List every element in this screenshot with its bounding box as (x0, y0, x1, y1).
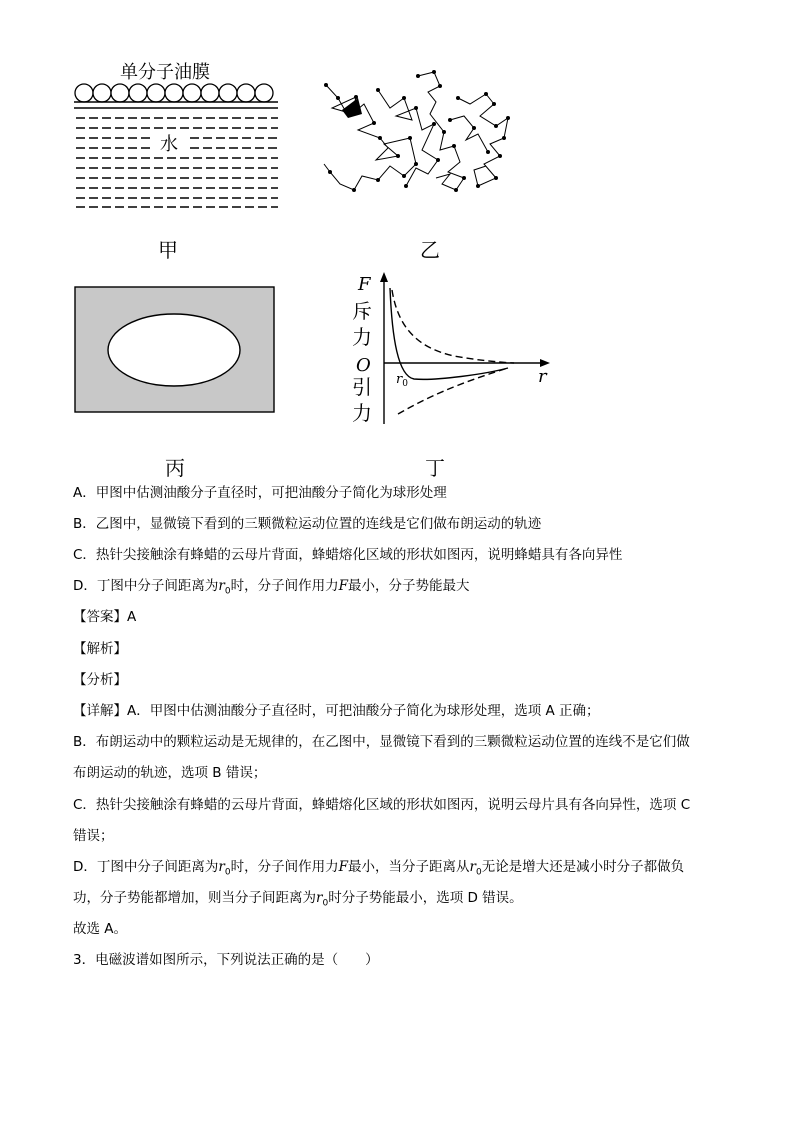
brownian-points (324, 70, 510, 192)
fenxi-heading: 【分析】 (73, 672, 127, 688)
option-b: B．乙图中，显微镜下看到的三颗微粒运动位置的连线是它们做布朗运动的轨迹 (73, 516, 542, 532)
attraction-label-1: 引 (352, 375, 372, 399)
r0-label: $r_0$ (396, 372, 408, 389)
caption-yi: 乙 (420, 238, 440, 262)
repulsion-curve (392, 290, 514, 363)
repulsion-label-1: 斥 (352, 299, 372, 323)
figure-ding (346, 268, 561, 430)
water-lines (76, 118, 278, 207)
next-question: 3．电磁波谱如图所示，下列说法正确的是（ ） (73, 952, 379, 968)
attraction-label-2: 力 (352, 401, 372, 425)
detail-b-2: 布朗运动的轨迹，选项 B 错误； (73, 765, 267, 781)
attraction-curve (398, 368, 508, 414)
melted-wax-region (108, 314, 240, 386)
net-force-curve (390, 288, 508, 379)
detail-d-2: 功，分子势能都增加，则当分子间距离为$r_0$时分子势能最小，选项 D 错误。 (73, 890, 523, 909)
figure-yi (318, 68, 518, 196)
answer: 【答案】A (73, 609, 137, 625)
figure-jia (70, 58, 285, 218)
option-d: D．丁图中分子间距离为$r_0$时，分子间作用力F最小，分子势能最大 (73, 578, 470, 597)
detail-c-2: 错误； (73, 828, 114, 844)
caption-jia: 甲 (158, 238, 178, 262)
detail-b-1: B．布朗运动中的颗粒运动是无规律的，在乙图中，显微镜下看到的三颗微粒运动位置的连线不是它们做 (73, 734, 690, 750)
analysis-heading: 【解析】 (73, 641, 127, 657)
caption-ding: 丁 (425, 456, 445, 480)
detail-c-1: C．热针尖接触涂有蜂蜡的云母片背面，蜂蜡熔化区域的形状如图丙，说明云母片具有各向异性，选项 C (73, 797, 691, 813)
axis-F-label: F (358, 274, 371, 295)
option-a: A．甲图中估测油酸分子直径时，可把油酸分子简化为球形处理 (73, 485, 447, 501)
caption-bing: 丙 (165, 456, 185, 480)
water-label: 水 (160, 134, 178, 155)
detail-a: 【详解】A．甲图中估测油酸分子直径时，可把油酸分子简化为球形处理，选项 A 正确； (73, 703, 600, 719)
figure-bing (74, 286, 276, 414)
option-c: C．热针尖接触涂有蜂蜡的云母片背面，蜂蜡熔化区域的形状如图丙，说明蜂蜡具有各向异性 (73, 547, 623, 563)
brownian-paths (324, 72, 508, 190)
repulsion-label-2: 力 (352, 325, 372, 349)
detail-d-1: D．丁图中分子间距离为$r_0$时，分子间作用力F最小，当分子距离从$r_0$无论是增大还是减小时分子都做负 (73, 859, 685, 878)
conclusion: 故选 A。 (73, 921, 128, 937)
origin-label: O (356, 355, 371, 376)
axis-r-label: r (538, 366, 547, 387)
oil-molecules (75, 84, 273, 102)
film-label: 单分子油膜 (120, 62, 210, 83)
